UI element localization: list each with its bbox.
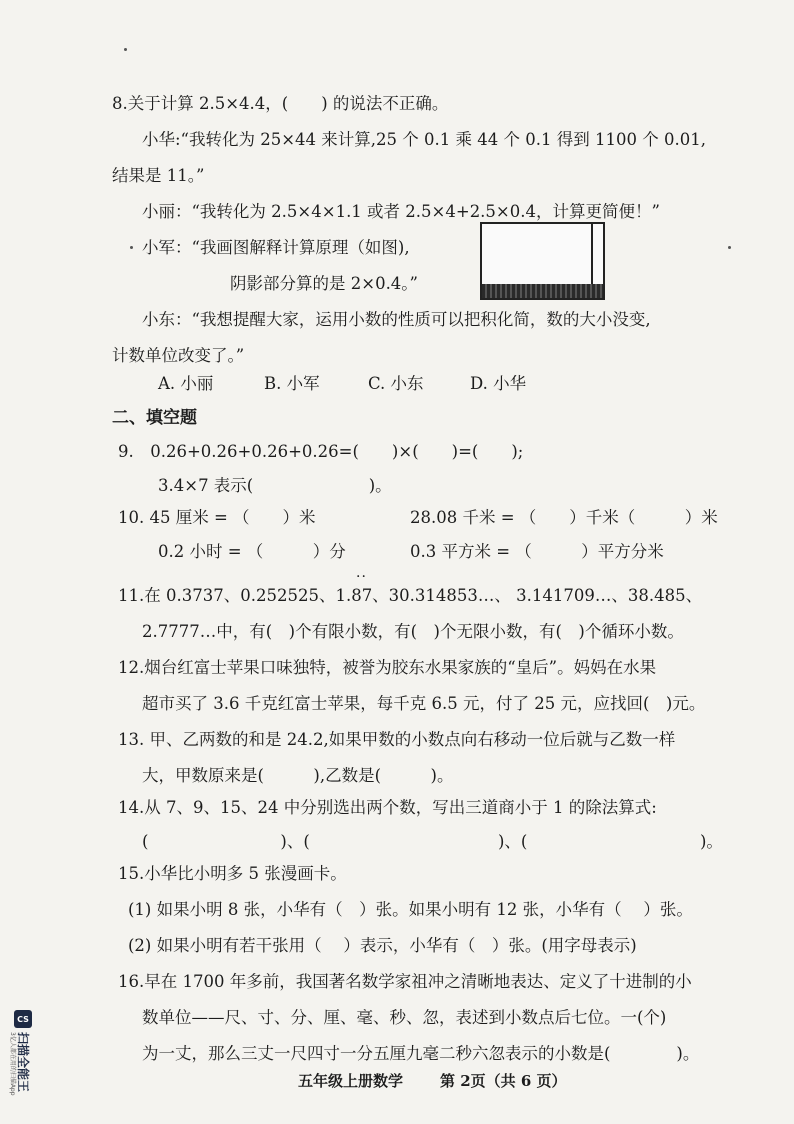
shaded-rectangle-figure <box>480 222 605 300</box>
q10-part-a: 10. 45 厘米 = （ ）米 <box>118 508 316 527</box>
q15-stem: 15.小华比小明多 5 张漫画卡。 <box>118 864 347 883</box>
repeating-decimal-dots: ·· <box>356 569 367 585</box>
q10-part-d: 0.3 平方米 = （ ）平方分米 <box>410 542 664 561</box>
q14-answer-3: )。 <box>700 832 723 851</box>
q8-option-c: C. 小东 <box>368 374 424 393</box>
q8-option-d: D. 小华 <box>470 374 527 393</box>
scanner-watermark <box>8 1010 34 1110</box>
watermark-subtitle: 3亿人都在用的扫描App <box>9 1032 16 1096</box>
q10-part-c: 0.2 小时 = （ ）分 <box>158 542 346 561</box>
figure-shaded-strip <box>482 284 603 298</box>
q9-line-2: 3.4×7 表示( )。 <box>158 476 392 495</box>
q13-line-1: 13. 甲、乙两数的和是 24.2,如果甲数的小数点向右移动一位后就与乙数一样 <box>118 730 676 749</box>
q8-statement-xiaojun: 小军：“我画图解释计算原理（如图), <box>142 238 410 257</box>
footer-grade: 五年级上册数学 <box>298 1072 404 1090</box>
q13-line-2: 大，甲数原来是( ),乙数是( )。 <box>142 766 454 785</box>
q12-line-1: 12.烟台红富士苹果口味独特，被誉为胶东水果家族的“皇后”。妈妈在水果 <box>118 658 657 677</box>
q8-statement-xiaohua-cont: 结果是 11。” <box>112 166 205 185</box>
q8-statement-xiaodong: 小东：“我想提醒大家，运用小数的性质可以把积化简，数的大小没变, <box>142 310 651 329</box>
q12-line-2: 超市买了 3.6 千克红富士苹果，每千克 6.5 元，付了 25 元，应找回( )元。 <box>142 694 706 713</box>
watermark-title: 扫描全能王 <box>16 1032 30 1093</box>
q8-stem: 8.关于计算 2.5×4.4，( ) 的说法不正确。 <box>112 94 449 113</box>
q14-answer-2: )、( <box>498 832 528 851</box>
q11-line-2: 2.7777…中，有( )个有限小数，有( )个无限小数，有( )个循环小数。 <box>142 622 684 641</box>
q15-part-1: (1) 如果小明 8 张，小华有（ ）张。如果小明有 12 张，小华有（ ）张。 <box>128 900 693 919</box>
q16-line-3: 为一丈，那么三丈一尺四寸一分五厘九毫二秒六忽表示的小数是( )。 <box>142 1044 700 1063</box>
q8-statement-xiaodong-cont: 计数单位改变了。” <box>112 346 245 365</box>
q15-part-2: (2) 如果小明有若干张用（ ）表示，小华有（ ）张。(用字母表示) <box>128 936 637 955</box>
scan-speck <box>130 246 133 249</box>
q9-line-1: 9. 0.26+0.26+0.26+0.26=( )×( )=( ); <box>118 442 524 461</box>
q16-line-1: 16.早在 1700 年多前，我国著名数学家祖冲之清晰地表达、定义了十进制的小 <box>118 972 692 991</box>
q16-line-2: 数单位——尺、寸、分、厘、毫、秒、忽，表述到小数点后七位。一(个) <box>142 1008 667 1027</box>
scan-speck <box>124 48 127 51</box>
camscanner-logo-icon: CS <box>14 1010 32 1028</box>
q8-statement-xiaohua: 小华:“我转化为 25×44 来计算,25 个 0.1 乘 44 个 0.1 得到 1100 个 0.01, <box>142 130 706 149</box>
q11-line-1: 11.在 0.3737、0.252525、1.87、30.314853…、 3.141709…、38.485、 <box>118 586 703 605</box>
scan-speck <box>728 246 731 249</box>
q10-part-b: 28.08 千米 = （ ）千米（ ）米 <box>410 508 718 527</box>
q14-answer-1: ( )、( <box>142 832 310 851</box>
section-heading-fill-in: 二、填空题 <box>112 408 197 428</box>
q8-option-a: A. 小丽 <box>158 374 214 393</box>
q8-statement-xiaoli: 小丽：“我转化为 2.5×4×1.1 或者 2.5×4+2.5×0.4，计算更简便！” <box>142 202 660 221</box>
q8-statement-xiaojun-cont: 阴影部分算的是 2×0.4。” <box>230 274 418 293</box>
footer-page-number: 第 2页（共 6 页） <box>440 1072 567 1090</box>
q8-option-b: B. 小军 <box>264 374 320 393</box>
q14-line-1: 14.从 7、9、15、24 中分别选出两个数，写出三道商小于 1 的除法算式: <box>118 798 657 817</box>
